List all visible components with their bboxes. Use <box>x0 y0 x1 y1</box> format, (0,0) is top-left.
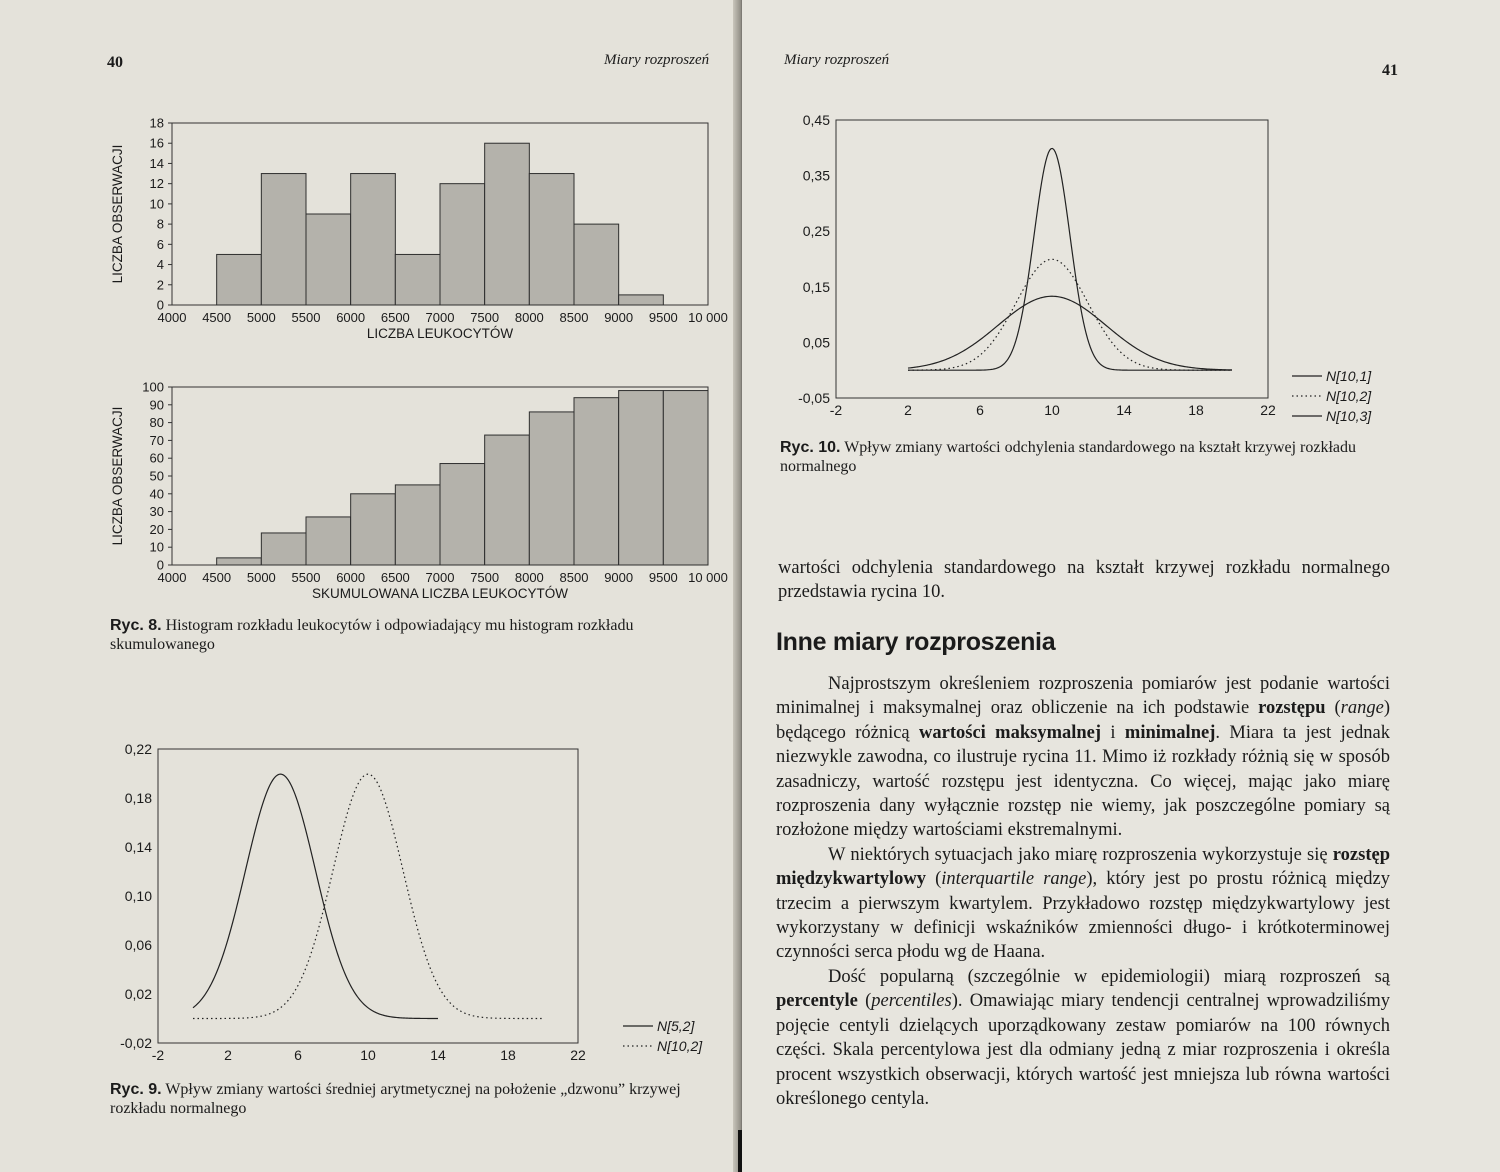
y-tick-label: 10 <box>149 196 164 212</box>
histogram-bar <box>619 295 664 305</box>
y-tick-label: 0,45 <box>802 112 830 128</box>
y-tick-label: 0,10 <box>124 888 152 904</box>
fig10-caption-label: Ryc. 10. <box>780 439 841 456</box>
x-tick-label: 9500 <box>648 570 678 585</box>
fig9-caption-text: Wpływ zmiany wartości średniej arytmetycznej na położenie „dzwonu” krzywej rozkładu normalnego <box>110 1081 681 1117</box>
x-tick-label: 6 <box>294 1047 302 1063</box>
x-tick-label: 4000 <box>157 570 187 585</box>
legend-label: N[10,3] <box>1326 408 1372 424</box>
x-tick-label: 5500 <box>291 310 321 325</box>
y-tick-label: 0,15 <box>802 278 830 295</box>
x-tick-label: 6500 <box>380 570 410 585</box>
fig9-caption <box>110 1080 725 1118</box>
legend-label: N[10,2] <box>657 1038 703 1054</box>
x-axis-label: SKUMULOWANA LICZBA LEUKOCYTÓW <box>311 586 569 601</box>
y-tick-label: 0 <box>156 557 164 573</box>
x-tick-label: 10 <box>360 1047 376 1063</box>
x-tick-label: 22 <box>1260 402 1276 418</box>
x-tick-label: 4500 <box>202 310 232 325</box>
x-tick-label: 4500 <box>202 570 232 585</box>
right-page <box>742 0 1500 1172</box>
y-tick-label: 90 <box>149 397 164 413</box>
x-tick-label: 8000 <box>514 310 544 325</box>
x-tick-label: 9500 <box>648 310 678 325</box>
left-page <box>0 0 742 1172</box>
y-tick-label: 0,14 <box>124 839 152 855</box>
y-tick-label: 18 <box>149 115 164 131</box>
intro-text: wartości odchylenia standardowego na kształt krzywej rozkładu normalnego przedstawia rycina 10. <box>778 558 1390 603</box>
y-tick-label: 60 <box>149 450 164 466</box>
x-tick-label: 6500 <box>380 310 410 325</box>
x-tick-label: 9000 <box>604 570 634 585</box>
x-tick-label: 5000 <box>246 310 276 325</box>
histogram-bar <box>440 464 485 565</box>
x-tick-label: 14 <box>1116 402 1132 418</box>
histogram-bar <box>395 485 440 565</box>
x-tick-label: 7000 <box>425 570 455 585</box>
x-tick-label: 22 <box>570 1047 586 1063</box>
series-line <box>193 774 438 1018</box>
y-tick-label: 16 <box>149 135 164 151</box>
series-line <box>193 774 543 1018</box>
x-tick-label: 6000 <box>336 310 366 325</box>
y-tick-label: 0,06 <box>124 937 152 953</box>
normal-curves-mean-shift <box>105 736 733 1076</box>
y-tick-label: 4 <box>156 257 164 273</box>
x-tick-label: 7500 <box>470 570 500 585</box>
y-tick-label: 40 <box>149 486 164 502</box>
histogram-bar <box>217 558 262 565</box>
fig8-caption-label: Ryc. 8. <box>110 617 162 634</box>
legend-label: N[10,1] <box>1326 368 1372 384</box>
series-line <box>908 148 1232 370</box>
x-tick-label: 7500 <box>470 310 500 325</box>
histogram-bar <box>529 174 574 305</box>
x-tick-label: 5500 <box>291 570 321 585</box>
x-tick-label: 8000 <box>514 570 544 585</box>
x-tick-label: 7000 <box>425 310 455 325</box>
y-tick-label: 12 <box>149 176 164 192</box>
page-number-right: 41 <box>1382 62 1398 79</box>
y-tick-label: 0,35 <box>802 167 830 184</box>
y-tick-label: -0,02 <box>120 1035 152 1051</box>
paragraph-2: W niektórych sytuacjach jako miarę rozproszenia wykorzystuje się rozstęp międzykwartylowy (interquartile range), który jest po prostu różnicą między trzecim a pierwszym kwartylem. Przykładowo rozstęp międzykwartylowy jest wykorzystany w definicji wskaźników zmienności długo- i krótkoterminowej czynności serca płodu wg de Haana. <box>776 844 1390 963</box>
running-head-right: Miary rozproszeń <box>784 52 890 68</box>
intro-paragraph <box>778 556 1390 605</box>
x-tick-label: 8500 <box>559 310 589 325</box>
y-tick-label: 0,02 <box>124 986 152 1002</box>
y-axis-label: LICZBA OBSERWACJI <box>110 144 125 284</box>
x-tick-label: 2 <box>904 402 912 418</box>
histogram-bar <box>261 533 306 565</box>
x-tick-label: 14 <box>430 1047 446 1063</box>
y-tick-label: 20 <box>149 521 164 537</box>
x-tick-label: 10 000 <box>688 570 728 585</box>
y-tick-label: 0,18 <box>124 790 152 806</box>
histogram-bar <box>306 517 351 565</box>
legend-label: N[5,2] <box>657 1018 695 1034</box>
fig9-caption-label: Ryc. 9. <box>110 1081 162 1098</box>
paragraph-1: Najprostszym określeniem rozproszenia pomiarów jest podanie wartości minimalnej i maksymalnej oraz obliczenie na ich podstawie rozstępu (range) będącego różnicą wartości maksymalnej i minimalnej. Miara ta jest jednak niezwykle zawodna, co ilustruje rycina 11. Mimo iż rozkłady różnią się w sposób zasadniczy, wartość rozstępu jest identyczna. Co więcej, mając jako miarę rozproszenia dany wyłącznie rozstęp nie wiemy, jak poszczególne pomiary są rozłożone między wartościami ekstremalnymi. <box>776 674 1390 841</box>
x-tick-label: 8500 <box>559 570 589 585</box>
x-tick-label: 4000 <box>157 310 187 325</box>
y-tick-label: 0,05 <box>802 334 830 351</box>
x-tick-label: 10 <box>1044 402 1060 418</box>
histogram-bar <box>574 224 619 305</box>
histogram-bar <box>395 254 440 305</box>
x-tick-label: 6000 <box>336 570 366 585</box>
fig8-caption-text: Histogram rozkładu leukocytów i odpowiadający mu histogram rozkładu skumulowanego <box>110 617 634 653</box>
histogram-bar <box>351 174 396 305</box>
histogram-bar <box>217 254 262 305</box>
y-tick-label: 8 <box>156 216 164 232</box>
page-number-left: 40 <box>107 54 123 71</box>
histogram-bar <box>440 184 485 305</box>
y-tick-label: 2 <box>156 277 164 293</box>
y-tick-label: 6 <box>156 236 164 252</box>
histogram-bar <box>261 174 306 305</box>
y-tick-label: 80 <box>149 415 164 431</box>
y-tick-label: 0,22 <box>124 741 152 757</box>
section-heading: Inne miary rozproszenia <box>776 628 1056 656</box>
y-tick-label: 10 <box>149 539 164 555</box>
x-tick-label: 18 <box>500 1047 516 1063</box>
series-line <box>908 296 1232 370</box>
legend-label: N[10,2] <box>1326 388 1372 404</box>
histogram-bar <box>619 391 664 565</box>
series-line <box>908 259 1232 370</box>
histogram-bar <box>306 214 351 305</box>
histogram-leukocytes <box>105 112 730 344</box>
fig10-caption <box>780 438 1400 476</box>
histogram-bar <box>574 398 619 565</box>
histogram-bar <box>485 435 530 565</box>
fig8-caption <box>110 616 725 654</box>
x-tick-label: 9000 <box>604 310 634 325</box>
x-tick-label: 6 <box>976 402 984 418</box>
histogram-bar <box>351 494 396 565</box>
histogram-bar <box>485 143 530 305</box>
x-tick-label: 18 <box>1188 402 1204 418</box>
body-text <box>776 672 1390 1111</box>
fig10-caption-text: Wpływ zmiany wartości odchylenia standardowego na kształt krzywej rozkładu normalnego <box>780 439 1357 475</box>
histogram-bar <box>529 412 574 565</box>
cumulative-histogram-leukocytes <box>105 378 730 606</box>
x-tick-label: 5000 <box>246 570 276 585</box>
y-tick-label: 50 <box>149 468 164 484</box>
running-head-left: Miary rozproszeń <box>604 52 710 68</box>
x-tick-label: -2 <box>151 1047 165 1063</box>
y-tick-label: 14 <box>149 155 164 171</box>
paragraph-3: Dość popularną (szczególnie w epidemiologii) miarą rozproszeń są percentyle (percentiles). Omawiając miary tendencji centralnej wprowadziliśmy pojęcie centyli dzielących uporządkowany zestaw pomiarów na 100 równych części. Skala percentylowa jest dla odmiany jedną z miar rozproszenia i określa procent wszystkich obserwacji, których wartość jest mniejsza lub równa wartości określonego centyla. <box>776 966 1390 1109</box>
y-tick-label: 100 <box>142 379 164 395</box>
x-tick-label: 2 <box>224 1047 232 1063</box>
x-tick-label: 10 000 <box>688 310 728 325</box>
histogram-bar <box>663 391 708 565</box>
y-tick-label: 30 <box>149 504 164 520</box>
plot-frame <box>836 120 1268 398</box>
plot-frame <box>158 749 578 1043</box>
x-tick-label: -2 <box>829 402 843 418</box>
x-axis-label: LICZBA LEUKOCYTÓW <box>366 326 514 341</box>
normal-curves-sd-change <box>782 106 1402 432</box>
y-tick-label: 0,25 <box>802 223 830 240</box>
y-axis-label: LICZBA OBSERWACJI <box>110 406 125 546</box>
y-tick-label: 0 <box>156 297 164 313</box>
y-tick-label: 70 <box>149 432 164 448</box>
y-tick-label: -0,05 <box>798 390 830 406</box>
